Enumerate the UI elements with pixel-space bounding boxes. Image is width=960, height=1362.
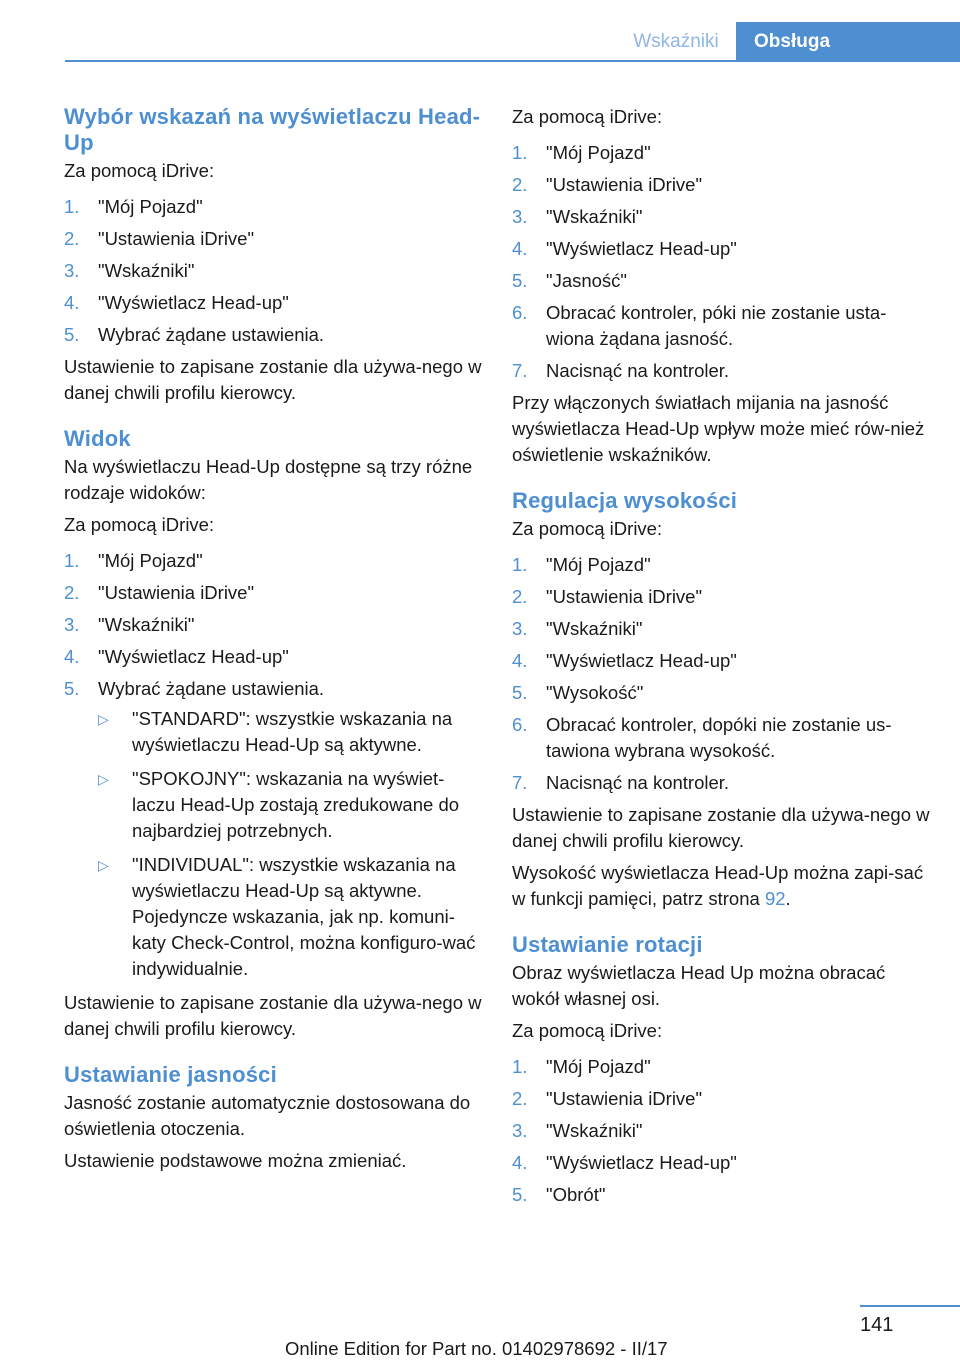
right-column bbox=[512, 104, 932, 1214]
list-item bbox=[512, 172, 932, 198]
footer-rule bbox=[860, 1305, 960, 1307]
list-item bbox=[512, 648, 932, 674]
step-number: 6. bbox=[512, 714, 528, 735]
note-text: Wysokość wyświetlacza Head-Up można zapi-sać w funkcji pamięci, patrz strona 92. bbox=[512, 862, 924, 909]
triangle-bullet-icon: ▷ bbox=[98, 711, 109, 727]
step-text: Wybrać żądane ustawienia. bbox=[98, 678, 325, 699]
step-text: "Ustawienia iDrive" bbox=[546, 174, 703, 195]
step-text: "Wyświetlacz Head-up" bbox=[98, 292, 289, 313]
steps-list bbox=[64, 194, 484, 348]
step-number: 2. bbox=[512, 1088, 528, 1109]
list-item bbox=[98, 706, 484, 758]
list-item bbox=[64, 612, 484, 638]
steps-list bbox=[512, 552, 932, 796]
list-item bbox=[64, 226, 484, 252]
step-number: 1. bbox=[64, 196, 80, 217]
step-number: 1. bbox=[512, 554, 528, 575]
intro-text: Za pomocą iDrive: bbox=[512, 106, 663, 127]
step-number: 2. bbox=[512, 174, 528, 195]
page-link[interactable]: 92 bbox=[764, 888, 786, 909]
header-rule bbox=[65, 60, 960, 62]
steps-list bbox=[512, 1054, 932, 1208]
step-number: 5. bbox=[512, 1184, 528, 1205]
triangle-bullet-icon: ▷ bbox=[98, 857, 109, 873]
step-number: 5. bbox=[512, 682, 528, 703]
step-text: "Mój Pojazd" bbox=[98, 196, 203, 217]
option-text: "SPOKOJNY": wskazania na wyświet-laczu Head-Up zostają zredukowane do najbardziej potrzebnych. bbox=[132, 768, 460, 841]
step-number: 7. bbox=[512, 360, 528, 381]
list-item bbox=[64, 322, 484, 348]
rotation-text: Obraz wyświetlacza Head Up można obracać wokół własnej osi. bbox=[512, 962, 886, 1009]
intro-text: Za pomocą iDrive: bbox=[512, 518, 663, 539]
step-text: "Wskaźniki" bbox=[98, 614, 195, 635]
intro-text: Za pomocą iDrive: bbox=[64, 160, 215, 181]
step-number: 4. bbox=[512, 650, 528, 671]
step-number: 1. bbox=[512, 142, 528, 163]
list-item bbox=[512, 1086, 932, 1112]
list-item bbox=[512, 268, 932, 294]
list-item bbox=[512, 770, 932, 796]
step-text: "Obrót" bbox=[546, 1184, 606, 1205]
heading-height: Regulacja wysokości bbox=[512, 488, 738, 513]
step-number: 4. bbox=[64, 292, 80, 313]
step-text: "Wysokość" bbox=[546, 682, 644, 703]
step-number: 2. bbox=[512, 586, 528, 607]
step-text: Nacisnąć na kontroler. bbox=[546, 772, 730, 793]
step-text: Nacisnąć na kontroler. bbox=[546, 360, 730, 381]
step-number: 6. bbox=[512, 302, 528, 323]
step-text: "Wyświetlacz Head-up" bbox=[546, 238, 737, 259]
step-text: Obracać kontroler, póki nie zostanie usta-wiona żądana jasność. bbox=[546, 302, 887, 349]
heading-view: Widok bbox=[64, 426, 131, 451]
heading-selection: Wybór wskazań na wyświetlaczu Head-Up bbox=[64, 104, 481, 155]
option-text: "STANDARD": wszystkie wskazania na wyświetlaczu Head-Up są aktywne. bbox=[132, 708, 453, 755]
section-tab-obsluga[interactable]: Obsługa bbox=[736, 22, 960, 62]
step-text: "Wyświetlacz Head-up" bbox=[546, 650, 737, 671]
step-number: 4. bbox=[512, 238, 528, 259]
step-text: "Wyświetlacz Head-up" bbox=[98, 646, 289, 667]
list-item bbox=[512, 680, 932, 706]
step-text: Wybrać żądane ustawienia. bbox=[98, 324, 325, 345]
list-item bbox=[512, 1118, 932, 1144]
steps-list bbox=[512, 140, 932, 384]
list-item bbox=[512, 552, 932, 578]
step-number: 5. bbox=[512, 270, 528, 291]
step-number: 1. bbox=[64, 550, 80, 571]
step-text: "Wskaźniki" bbox=[546, 206, 643, 227]
list-item bbox=[512, 204, 932, 230]
step-number: 1. bbox=[512, 1056, 528, 1077]
step-text: "Mój Pojazd" bbox=[546, 142, 651, 163]
list-item bbox=[64, 290, 484, 316]
list-item bbox=[64, 580, 484, 606]
step-number: 7. bbox=[512, 772, 528, 793]
step-text: "Wskaźniki" bbox=[546, 1120, 643, 1141]
list-item bbox=[64, 258, 484, 284]
left-column bbox=[64, 104, 484, 1174]
section-tab-wskazniki[interactable]: Wskaźniki bbox=[633, 31, 719, 52]
list-item bbox=[512, 616, 932, 642]
list-item bbox=[512, 236, 932, 262]
list-item bbox=[512, 1150, 932, 1176]
step-number: 3. bbox=[64, 614, 80, 635]
list-item bbox=[512, 1054, 932, 1080]
intro-text: Za pomocą iDrive: bbox=[512, 1020, 663, 1041]
step-number: 3. bbox=[512, 618, 528, 639]
step-number: 5. bbox=[64, 678, 80, 699]
step-text: "Wskaźniki" bbox=[98, 260, 195, 281]
step-number: 2. bbox=[64, 582, 80, 603]
heading-brightness: Ustawianie jasności bbox=[64, 1062, 277, 1087]
intro-text: Za pomocą iDrive: bbox=[64, 514, 215, 535]
steps-list bbox=[64, 548, 484, 702]
step-text: "Mój Pojazd" bbox=[546, 554, 651, 575]
page-header bbox=[65, 22, 960, 62]
list-item bbox=[64, 548, 484, 574]
brightness-text: Ustawienie podstawowe można zmieniać. bbox=[64, 1150, 407, 1171]
heading-rotation: Ustawianie rotacji bbox=[512, 932, 703, 957]
step-number: 2. bbox=[64, 228, 80, 249]
view-options-list bbox=[98, 706, 484, 982]
list-item bbox=[98, 766, 484, 844]
step-text: "Ustawienia iDrive" bbox=[98, 228, 255, 249]
note-text: Przy włączonych światłach mijania na jasność wyświetlacza Head-Up wpływ może mieć rów-nież oświetlenie wskaźników. bbox=[512, 392, 925, 465]
step-text: "Mój Pojazd" bbox=[546, 1056, 651, 1077]
edition-text: Online Edition for Part no. 01402978692 - II/17 bbox=[285, 1338, 668, 1359]
list-item bbox=[512, 358, 932, 384]
step-number: 3. bbox=[64, 260, 80, 281]
list-item bbox=[98, 852, 484, 982]
step-text: "Wyświetlacz Head-up" bbox=[546, 1152, 737, 1173]
list-item bbox=[512, 300, 932, 352]
list-item bbox=[64, 676, 484, 702]
step-number: 4. bbox=[512, 1152, 528, 1173]
step-number: 5. bbox=[64, 324, 80, 345]
list-item bbox=[64, 644, 484, 670]
triangle-bullet-icon: ▷ bbox=[98, 771, 109, 787]
view-text: Na wyświetlaczu Head-Up dostępne są trzy różne rodzaje widoków: bbox=[64, 456, 473, 503]
note-text: Ustawienie to zapisane zostanie dla używa-nego w danej chwili profilu kierowcy. bbox=[512, 804, 930, 851]
step-text: "Jasność" bbox=[546, 270, 628, 291]
step-text: "Wskaźniki" bbox=[546, 618, 643, 639]
step-text: "Ustawienia iDrive" bbox=[546, 586, 703, 607]
step-text: "Mój Pojazd" bbox=[98, 550, 203, 571]
step-text: Obracać kontroler, dopóki nie zostanie us-tawiona wybrana wysokość. bbox=[546, 714, 892, 761]
step-number: 3. bbox=[512, 206, 528, 227]
step-number: 4. bbox=[64, 646, 80, 667]
list-item bbox=[512, 1182, 932, 1208]
step-text: "Ustawienia iDrive" bbox=[546, 1088, 703, 1109]
option-text: "INDIVIDUAL": wszystkie wskazania na wyświetlaczu Head-Up są aktywne. Pojedyncze wskazania, jak np. komuni-katy Check-Control, można konfiguro-wać indywidualnie. bbox=[132, 854, 476, 979]
list-item bbox=[512, 712, 932, 764]
step-text: "Ustawienia iDrive" bbox=[98, 582, 255, 603]
list-item bbox=[64, 194, 484, 220]
list-item bbox=[512, 140, 932, 166]
brightness-text: Jasność zostanie automatycznie dostosowana do oświetlenia otoczenia. bbox=[64, 1092, 471, 1139]
note-text: Ustawienie to zapisane zostanie dla używa-nego w danej chwili profilu kierowcy. bbox=[64, 992, 482, 1039]
list-item bbox=[512, 584, 932, 610]
step-number: 3. bbox=[512, 1120, 528, 1141]
page-number: 141 bbox=[860, 1314, 894, 1336]
note-text: Ustawienie to zapisane zostanie dla używa-nego w danej chwili profilu kierowcy. bbox=[64, 356, 482, 403]
